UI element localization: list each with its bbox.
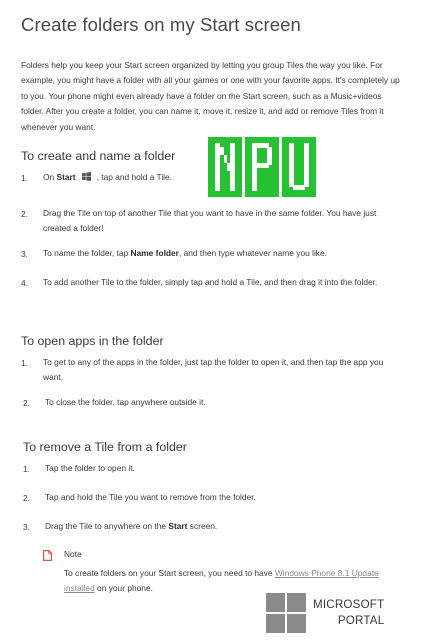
note-document-icon [43,548,52,559]
start-label: Start [168,521,188,531]
list-item-number: 2. [23,398,30,408]
windows-logo-icon [82,171,91,180]
list-item-text: On [43,172,57,182]
section-heading-open: To open apps in the folder [21,334,164,348]
section-heading-create: To create and name a folder [21,149,176,163]
note-title: Note [64,549,82,559]
note-text: To create folders on your Start screen, you need to have [64,568,275,578]
intro-paragraph: Folders help you keep your Start screen organized by letting you group Tiles the way you like. For example, you might have a folder with all your games or one with your favorite apps. It's completely up to you. Your phone might even already have a folder on the Start screen, such as a Music+videos folder. After you create a folder, you can name it, move it, resize it, and add or remove Tiles from it whenever you want. [21,60,400,132]
list-item-number: 2. [21,209,28,219]
start-label: Start [56,172,76,182]
list-item [43,246,405,261]
page-title: Create folders on my Start screen [21,14,301,35]
npu-watermark-logo [208,137,316,197]
note-text: on your phone. [94,583,153,594]
list-item: Tap the folder to open it. [45,463,135,473]
list-item-number: 2. [23,493,30,503]
list-item-number: 1. [21,358,28,368]
list-item-number: 3. [21,249,28,259]
list-item-text: , and then type whatever name you like. [178,248,327,258]
list-item: Drag the Tile on top of another Tile that you want to have in the same folder. You have just created a folder! [43,208,377,233]
watermark-line-1: MICROSOFT [313,598,385,611]
list-item [43,170,213,185]
list-item-text: , tap and hold a Tile. [96,172,173,182]
watermark-line-2: PORTAL [337,614,385,627]
list-item-text: Drag the Tile to anywhere on the [45,521,169,531]
list-item-number: 4. [21,278,28,288]
list-item-number: 1. [21,173,28,183]
microsoft-portal-logo-icon [266,593,306,633]
list-item-number: 3. [23,522,30,532]
name-folder-label: Name folder [130,248,179,258]
section-heading-remove: To remove a Tile from a folder [23,440,187,454]
list-item-text: To name the folder, tap [43,248,131,258]
list-item-text: screen. [187,521,218,531]
list-item: Tap and hold the Tile you want to remove from the folder. [45,492,256,502]
list-item: To close the folder, tap anywhere outside it. [45,397,206,407]
list-item: To add another Tile to the folder, simply tap and hold a Tile, and then drag it into the folder. [43,277,378,287]
note-body [64,566,399,597]
windows-update-link[interactable]: Windows Phone 8.1 Update installed [64,568,379,594]
microsoft-portal-watermark-text [313,597,384,629]
list-item-number: 1. [23,464,30,474]
list-item [45,519,405,534]
list-item: To get to any of the apps in the folder, just tap the folder to open it, and then tap the app you want. [43,357,384,382]
